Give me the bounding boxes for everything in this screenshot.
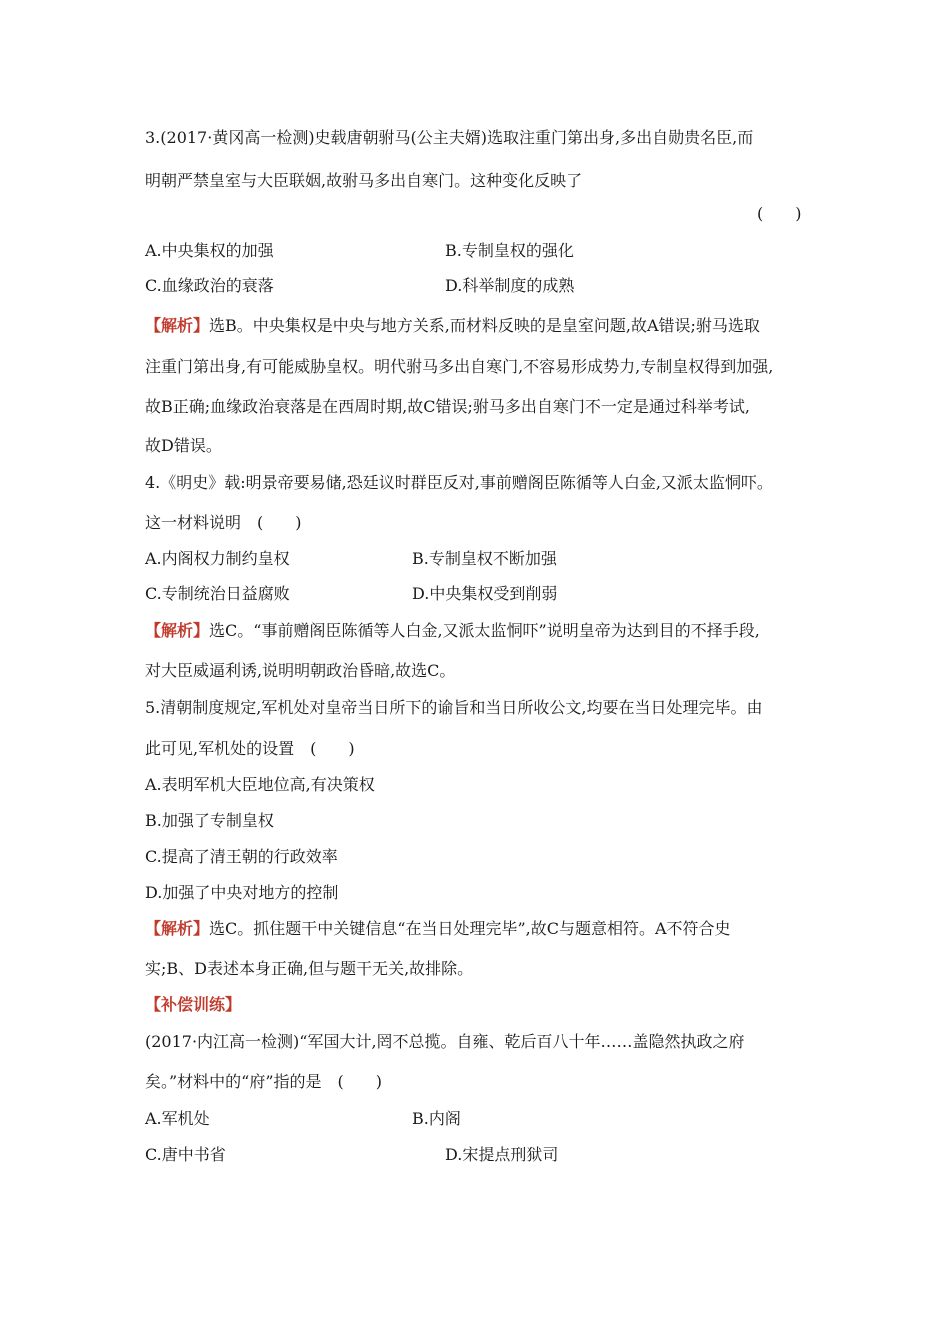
supplement-stem-line2: 矣。”材料中的“府”指的是 ( ): [145, 1072, 383, 1091]
q5-option-a: A.表明军机大臣地位高,有决策权: [145, 775, 375, 794]
q4-analysis-line1: [145, 620, 805, 642]
q5-option-b: B.加强了专制皇权: [145, 811, 274, 830]
q4-option-a: A.内阁权力制约皇权: [145, 549, 290, 568]
q3-analysis-text1: 选B。中央集权是中央与地方关系,而材料反映的是皇室问题,故A错误;驸马选取: [209, 316, 760, 335]
q4-analysis-text1: 选C。“事前赠阁臣陈循等人白金,又派太监恫吓”说明皇帝为达到目的不择手段,: [209, 621, 760, 640]
q3-analysis-line2: 注重门第出身,有可能威胁皇权。明代驸马多出自寒门,不容易形成势力,专制皇权得到加强,: [145, 357, 774, 376]
q4-option-b: B.专制皇权不断加强: [412, 549, 557, 568]
q4-stem-line2: 这一材料说明 ( ): [145, 513, 302, 532]
supplement-stem-line1: (2017·内江高一检测)“军国大计,罔不总揽。自雍、乾后百八十年……盖隐然执政之府: [145, 1032, 745, 1051]
q3-stem-line2: 明朝严禁皇室与大臣联姻,故驸马多出自寒门。这种变化反映了: [145, 171, 583, 190]
q4-analysis-tag: 【解析】: [145, 621, 210, 640]
q5-stem-line2: 此可见,军机处的设置 ( ): [145, 739, 355, 758]
q5-option-d: D.加强了中央对地方的控制: [145, 883, 339, 902]
q5-analysis-line2: 实;B、D表述本身正确,但与题干无关,故排除。: [145, 959, 474, 978]
q3-analysis-tag: 【解析】: [145, 316, 210, 335]
q3-answer-paren: ( ): [757, 204, 802, 223]
q3-stem-line1: 3.(2017·黄冈高一检测)史载唐朝驸马(公主夫婿)选取注重门第出身,多出自勋贵名臣,而: [145, 128, 754, 147]
q3-analysis-line3: 故B正确;血缘政治衰落是在西周时期,故C错误;驸马多出自寒门不一定是通过科举考试,: [145, 397, 750, 416]
supplement-option-a: A.军机处: [145, 1109, 210, 1128]
q4-analysis-line2: 对大臣威逼利诱,说明明朝政治昏暗,故选C。: [145, 661, 456, 680]
q5-analysis-text1: 选C。抓住题干中关键信息“在当日处理完毕”,故C与题意相符。A不符合史: [209, 919, 731, 938]
q3-option-a: A.中央集权的加强: [145, 241, 274, 260]
supplement-option-b: B.内阁: [412, 1109, 461, 1128]
q3-option-c: C.血缘政治的衰落: [145, 276, 274, 295]
q3-analysis-line1: [145, 315, 805, 337]
q4-option-c: C.专制统治日益腐败: [145, 584, 290, 603]
supplement-option-c: C.唐中书省: [145, 1145, 226, 1164]
q5-option-c: C.提高了清王朝的行政效率: [145, 847, 338, 866]
q3-analysis-line4: 故D错误。: [145, 436, 222, 455]
supplement-option-d: D.宋提点刑狱司: [445, 1145, 559, 1164]
q5-stem-line1: 5.清朝制度规定,军机处对皇帝当日所下的谕旨和当日所收公文,均要在当日处理完毕。由: [145, 698, 763, 717]
q5-analysis-tag: 【解析】: [145, 919, 210, 938]
supplement-tag: 【补偿训练】: [145, 995, 242, 1014]
q3-option-d: D.科举制度的成熟: [445, 276, 575, 295]
q3-option-b: B.专制皇权的强化: [445, 241, 574, 260]
q5-analysis-line1: [145, 918, 805, 940]
q4-option-d: D.中央集权受到削弱: [412, 584, 558, 603]
q4-stem-line1: 4.《明史》载:明景帝要易储,恐廷议时群臣反对,事前赠阁臣陈循等人白金,又派太监恫吓。: [145, 473, 773, 492]
